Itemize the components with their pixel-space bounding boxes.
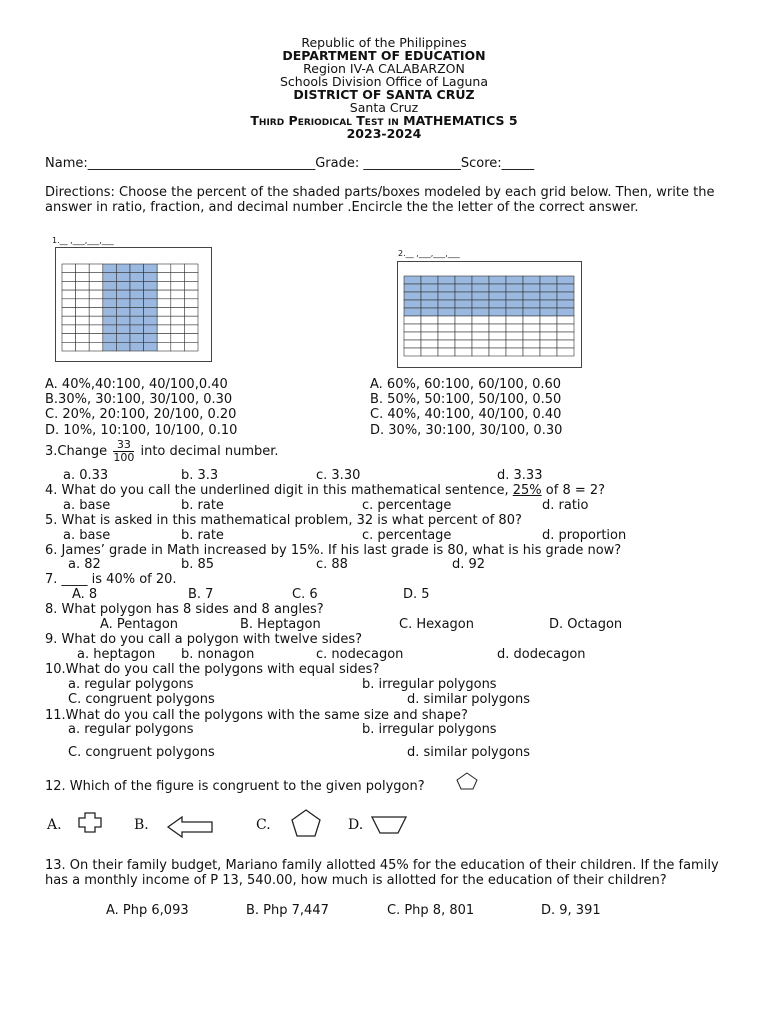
grid2-shaded-cell bbox=[404, 284, 421, 292]
grid1-cell bbox=[171, 325, 185, 334]
question-9: 9. What do you call a polygon with twelve sides? bbox=[45, 632, 363, 647]
q11-option-b[interactable]: b. irregular polygons bbox=[362, 722, 497, 737]
grid2-cell bbox=[506, 348, 523, 356]
grid1-cell bbox=[76, 264, 90, 273]
q6-option-a[interactable]: a. 82 bbox=[68, 557, 101, 572]
grid2-cell bbox=[421, 348, 438, 356]
grid1-cell bbox=[171, 290, 185, 299]
grid1-cell bbox=[89, 342, 103, 351]
grid1-cell bbox=[62, 316, 76, 325]
grid1-option-d[interactable]: D. 10%, 10:100, 10/100, 0.10 bbox=[45, 423, 238, 438]
grid1-cell bbox=[184, 334, 198, 343]
directions: Directions: Choose the percent of the shaded parts/boxes modeled by each grid below. Then, write the answer in ratio, fraction, and decimal number .Encircle the the letter of the correct answer. bbox=[45, 185, 715, 215]
question-7: 7. ____ is 40% of 20. bbox=[45, 572, 177, 587]
grid1-cell bbox=[76, 273, 90, 282]
grid1-cell bbox=[157, 342, 171, 351]
grid1-shaded-cell bbox=[116, 334, 130, 343]
grid2-shaded-cell bbox=[404, 308, 421, 316]
q4-text-before: 4. What do you call the underlined digit in this mathematical sentence, bbox=[45, 483, 513, 498]
grid1-shaded-cell bbox=[103, 290, 117, 299]
grid2-shaded-cell bbox=[489, 292, 506, 300]
grid1-cell bbox=[184, 316, 198, 325]
grid1-shaded-cell bbox=[130, 299, 144, 308]
grid1-shaded-cell bbox=[116, 264, 130, 273]
grid1-cell bbox=[89, 273, 103, 282]
q12-option-b-label[interactable]: B. bbox=[134, 817, 149, 833]
grid2-shaded-cell bbox=[421, 276, 438, 284]
grid1-shaded-cell bbox=[144, 342, 158, 351]
grid2-shaded-cell bbox=[472, 300, 489, 308]
q10-option-b[interactable]: b. irregular polygons bbox=[362, 677, 497, 692]
q8-option-b[interactable]: B. Heptagon bbox=[240, 617, 321, 632]
grid2-shaded-cell bbox=[421, 292, 438, 300]
grid2-cell bbox=[489, 340, 506, 348]
q3-denominator: 100 bbox=[113, 451, 135, 464]
grid1-cell bbox=[89, 316, 103, 325]
grid1-shaded-cell bbox=[116, 273, 130, 282]
grid2-cell bbox=[557, 340, 574, 348]
grid1-cell bbox=[76, 308, 90, 317]
test-title: Third Periodical Test in MATHEMATICS 5 bbox=[250, 113, 518, 128]
q4-text-after: of 8 = 2? bbox=[541, 483, 606, 498]
grid1-shaded-cell bbox=[116, 299, 130, 308]
grid1-cell bbox=[157, 299, 171, 308]
q7-option-b[interactable]: B. 7 bbox=[188, 587, 214, 602]
q9-option-d[interactable]: d. dodecagon bbox=[497, 647, 586, 662]
q13-option-b[interactable]: B. Php 7,447 bbox=[246, 903, 329, 918]
grid2-cell bbox=[455, 340, 472, 348]
q11-option-d[interactable]: d. similar polygons bbox=[407, 745, 530, 760]
grid1-cell bbox=[157, 325, 171, 334]
q8-option-c[interactable]: C. Hexagon bbox=[399, 617, 474, 632]
grid2-shaded-cell bbox=[438, 276, 455, 284]
grid1-cell bbox=[157, 334, 171, 343]
grid1-shaded-cell bbox=[103, 264, 117, 273]
grid2-shaded-cell bbox=[472, 308, 489, 316]
grid2-cell bbox=[540, 316, 557, 324]
name-grade-score-line: Name:___________________________________Grade: _______________Score:_____ bbox=[45, 156, 535, 171]
grid1-shaded-cell bbox=[130, 273, 144, 282]
grid2-cell bbox=[455, 348, 472, 356]
grid1-shaded-cell bbox=[130, 308, 144, 317]
grid1-cell bbox=[171, 342, 185, 351]
grid1-cell bbox=[171, 281, 185, 290]
grid2-shaded-cell bbox=[438, 284, 455, 292]
grid2-cell bbox=[438, 316, 455, 324]
grid2-cell bbox=[523, 316, 540, 324]
grid2-cell bbox=[557, 316, 574, 324]
grid1-shaded-cell bbox=[144, 290, 158, 299]
grid1-shaded-cell bbox=[116, 308, 130, 317]
q4-option-d[interactable]: d. ratio bbox=[542, 498, 589, 513]
grid2-shaded-cell bbox=[523, 276, 540, 284]
grid1-shaded-cell bbox=[116, 325, 130, 334]
plus-shape-icon[interactable] bbox=[76, 811, 104, 835]
q5-option-b[interactable]: b. rate bbox=[181, 528, 224, 543]
question-5: 5. What is asked in this mathematical problem, 32 is what percent of 80? bbox=[45, 513, 522, 528]
grid2-option-a[interactable]: A. 60%, 60:100, 60/100, 0.60 bbox=[370, 377, 562, 392]
grid2-shaded-cell bbox=[540, 300, 557, 308]
grid2-cell bbox=[472, 316, 489, 324]
grid1-shaded-cell bbox=[130, 264, 144, 273]
grid2-cell bbox=[489, 332, 506, 340]
grid2-cell bbox=[472, 340, 489, 348]
question-11: 11.What do you call the polygons with the same size and shape? bbox=[45, 708, 468, 723]
grid2-shaded-cell bbox=[523, 300, 540, 308]
q4-option-b[interactable]: b. rate bbox=[181, 498, 224, 513]
grid2-cell bbox=[472, 332, 489, 340]
grid2-cell bbox=[472, 324, 489, 332]
grid2-shaded-cell bbox=[455, 276, 472, 284]
q8-option-a[interactable]: A. Pentagon bbox=[100, 617, 179, 632]
grid2-cell bbox=[438, 324, 455, 332]
grid1-answer-blanks: 1.__ ,___,___,___ bbox=[52, 236, 114, 245]
q10-option-a[interactable]: a. regular polygons bbox=[68, 677, 194, 692]
grid1-cell bbox=[62, 290, 76, 299]
q11-option-c[interactable]: C. congruent polygons bbox=[68, 745, 215, 760]
grid1-shaded-cell bbox=[103, 299, 117, 308]
grid2-cell bbox=[540, 340, 557, 348]
grid2-cell bbox=[540, 332, 557, 340]
grid1-shaded-cell bbox=[144, 308, 158, 317]
grid1-cell bbox=[184, 264, 198, 273]
grid2-shaded-cell bbox=[540, 308, 557, 316]
q12-option-a-label[interactable]: A. bbox=[47, 817, 62, 833]
grid2-cell bbox=[421, 316, 438, 324]
grid1-cell bbox=[184, 299, 198, 308]
q8-option-d[interactable]: D. Octagon bbox=[549, 617, 623, 632]
q6-option-d[interactable]: d. 92 bbox=[452, 557, 486, 572]
q5-option-a[interactable]: a. base bbox=[63, 528, 111, 543]
q7-option-a[interactable]: A. 8 bbox=[72, 587, 98, 602]
q7-option-d[interactable]: D. 5 bbox=[403, 587, 430, 602]
grid1-shaded-cell bbox=[103, 281, 117, 290]
grid2-option-b[interactable]: B. 50%, 50:100, 50/100, 0.50 bbox=[370, 392, 562, 407]
grid2-cell bbox=[404, 324, 421, 332]
header-district: DISTRICT OF SANTA CRUZ bbox=[293, 87, 475, 102]
trapezoid-shape-icon[interactable] bbox=[370, 814, 408, 836]
given-pentagon-icon bbox=[455, 771, 479, 791]
q3-fraction bbox=[113, 439, 134, 464]
grid2-shaded-cell bbox=[557, 308, 574, 316]
grid2-cell bbox=[523, 348, 540, 356]
grid1-cell bbox=[171, 334, 185, 343]
q12-option-d-label[interactable]: D. bbox=[348, 817, 364, 833]
q3-numerator: 33 bbox=[113, 439, 134, 452]
grid1-cell bbox=[76, 299, 90, 308]
header-town: Santa Cruz bbox=[349, 100, 419, 115]
grid2-cell bbox=[404, 332, 421, 340]
grid2-shaded-cell bbox=[421, 284, 438, 292]
grid1-shaded-cell bbox=[130, 342, 144, 351]
grid1-cell bbox=[62, 325, 76, 334]
grid2-cell bbox=[506, 324, 523, 332]
grid1-shaded-cell bbox=[144, 281, 158, 290]
grid1-shaded-cell bbox=[103, 325, 117, 334]
grid2-cell bbox=[523, 332, 540, 340]
grid1-shaded-cell bbox=[103, 273, 117, 282]
grid1-shaded-cell bbox=[144, 316, 158, 325]
grid2-shaded-cell bbox=[523, 292, 540, 300]
question-10: 10.What do you call the polygons with equal sides? bbox=[45, 662, 380, 677]
grid1-cell bbox=[157, 273, 171, 282]
grid2-shaded-cell bbox=[404, 292, 421, 300]
grid1-cell bbox=[62, 281, 76, 290]
grid1-cell bbox=[76, 334, 90, 343]
grid1-cell bbox=[62, 299, 76, 308]
grid1-shaded-cell bbox=[144, 264, 158, 273]
grid1-shaded-cell bbox=[130, 316, 144, 325]
grid2-cell bbox=[506, 340, 523, 348]
grid1-shaded-cell bbox=[144, 299, 158, 308]
grid2-cell bbox=[455, 324, 472, 332]
grid1-cell bbox=[76, 290, 90, 299]
grid2-shaded-cell bbox=[455, 284, 472, 292]
grid2-cell bbox=[404, 340, 421, 348]
grid1-shaded-cell bbox=[130, 281, 144, 290]
question-6: 6. James’ grade in Math increased by 15%. If his last grade is 80, what is his grade now? bbox=[45, 543, 622, 558]
grid2-cell bbox=[404, 316, 421, 324]
grid1-cell bbox=[157, 290, 171, 299]
arrow-shape-icon[interactable] bbox=[166, 815, 216, 839]
grid1-cell bbox=[89, 264, 103, 273]
grid2-figure bbox=[397, 261, 582, 368]
header-region: Region IV-A CALABARZON bbox=[303, 61, 465, 76]
grid2-cell bbox=[506, 316, 523, 324]
grid1-cell bbox=[76, 325, 90, 334]
q13-option-d[interactable]: D. 9, 391 bbox=[541, 903, 601, 918]
grid2-shaded-cell bbox=[557, 276, 574, 284]
grid1-shaded-cell bbox=[116, 281, 130, 290]
question-8: 8. What polygon has 8 sides and 8 angles? bbox=[45, 602, 324, 617]
grid2-cell bbox=[540, 348, 557, 356]
grid2-shaded-cell bbox=[506, 300, 523, 308]
question-13: 13. On their family budget, Mariano family allotted 45% for the education of their children. If the family has a monthly income of P 13, 540.00, how much is allotted for the education of their children? bbox=[45, 858, 719, 888]
grid1-cell bbox=[171, 273, 185, 282]
grid2-shaded-cell bbox=[438, 300, 455, 308]
grid1-cell bbox=[171, 264, 185, 273]
grid2-shaded-cell bbox=[523, 284, 540, 292]
grid2-cell bbox=[557, 332, 574, 340]
grid2-cell bbox=[489, 324, 506, 332]
grid2-shaded-cell bbox=[506, 292, 523, 300]
grid1-cell bbox=[62, 264, 76, 273]
grid2-cell bbox=[438, 340, 455, 348]
grid1-cell bbox=[89, 308, 103, 317]
q10-option-c[interactable]: C. congruent polygons bbox=[68, 692, 215, 707]
grid2-shaded-cell bbox=[540, 292, 557, 300]
q6-option-c[interactable]: c. 88 bbox=[316, 557, 348, 572]
q3-option-d[interactable]: d. 3.33 bbox=[497, 468, 543, 483]
q6-option-b[interactable]: b. 85 bbox=[181, 557, 215, 572]
grid1-figure bbox=[55, 247, 212, 362]
grid1-shaded-cell bbox=[130, 334, 144, 343]
grid1-cell bbox=[76, 281, 90, 290]
grid1-cell bbox=[184, 273, 198, 282]
grid1-cell bbox=[171, 299, 185, 308]
grid2-cell bbox=[421, 340, 438, 348]
grid1-shaded-cell bbox=[130, 290, 144, 299]
grid1-option-c[interactable]: C. 20%, 20:100, 20/100, 0.20 bbox=[45, 407, 237, 422]
grid2-shaded-cell bbox=[421, 308, 438, 316]
grid1-option-b[interactable]: B.30%, 30:100, 30/100, 0.30 bbox=[45, 392, 233, 407]
q3-option-a[interactable]: a. 0.33 bbox=[63, 468, 109, 483]
grid2-cell bbox=[438, 348, 455, 356]
grid2-cell bbox=[557, 324, 574, 332]
grid1-shaded-cell bbox=[103, 334, 117, 343]
grid1-cell bbox=[62, 308, 76, 317]
grid2-cell bbox=[455, 332, 472, 340]
grid1-shaded-cell bbox=[144, 273, 158, 282]
grid1-cell bbox=[184, 308, 198, 317]
grid2-shaded-cell bbox=[489, 300, 506, 308]
header-division: Schools Division Office of Laguna bbox=[279, 74, 489, 89]
grid2-shaded-cell bbox=[540, 276, 557, 284]
grid2-shaded-cell bbox=[506, 276, 523, 284]
grid2-shaded-cell bbox=[438, 308, 455, 316]
grid1-shaded-cell bbox=[116, 290, 130, 299]
grid2-cell bbox=[455, 316, 472, 324]
grid2-shaded-cell bbox=[455, 308, 472, 316]
grid1-cell bbox=[157, 281, 171, 290]
grid2-shaded-cell bbox=[557, 292, 574, 300]
grid1-shaded-cell bbox=[103, 316, 117, 325]
q9-option-a[interactable]: a. heptagon bbox=[77, 647, 156, 662]
grid2-cell bbox=[404, 348, 421, 356]
q11-option-a[interactable]: a. regular polygons bbox=[68, 722, 194, 737]
q10-option-d[interactable]: d. similar polygons bbox=[407, 692, 530, 707]
grid1-cell bbox=[184, 281, 198, 290]
grid2-shaded-cell bbox=[557, 284, 574, 292]
grid2-answer-blanks: 2.__ ,___,___,___ bbox=[398, 249, 460, 258]
grid2-shaded-cell bbox=[455, 292, 472, 300]
grid1-cell bbox=[89, 290, 103, 299]
grid1-cell bbox=[171, 308, 185, 317]
q13-option-a[interactable]: A. Php 6,093 bbox=[106, 903, 189, 918]
grid2-shaded-cell bbox=[489, 276, 506, 284]
grid1-cell bbox=[157, 316, 171, 325]
grid2-shaded-cell bbox=[472, 276, 489, 284]
grid1-shaded-cell bbox=[103, 342, 117, 351]
grid1-cell bbox=[184, 342, 198, 351]
grid2-shaded-cell bbox=[472, 284, 489, 292]
grid1-cell bbox=[89, 334, 103, 343]
q3-option-b[interactable]: b. 3.3 bbox=[181, 468, 219, 483]
grid1-option-a[interactable]: A. 40%,40:100, 40/100,0.40 bbox=[45, 377, 228, 392]
grid2-shaded-cell bbox=[421, 300, 438, 308]
grid1-cell bbox=[157, 308, 171, 317]
grid2-cell bbox=[523, 340, 540, 348]
grid1-cell bbox=[171, 316, 185, 325]
grid2-cell bbox=[421, 324, 438, 332]
q4-option-a[interactable]: a. base bbox=[63, 498, 111, 513]
header-republic: Republic of the Philippines bbox=[301, 35, 467, 50]
grid2-shaded-cell bbox=[489, 284, 506, 292]
grid1-shaded-cell bbox=[144, 334, 158, 343]
grid2-cell bbox=[472, 348, 489, 356]
grid2-option-c[interactable]: C. 40%, 40:100, 40/100, 0.40 bbox=[370, 407, 562, 422]
q3-option-c[interactable]: c. 3.30 bbox=[316, 468, 361, 483]
grid2-cell bbox=[438, 332, 455, 340]
grid2-cell bbox=[540, 324, 557, 332]
grid2-option-d[interactable]: D. 30%, 30:100, 30/100, 0.30 bbox=[370, 423, 563, 438]
q3-suffix: into decimal number. bbox=[140, 444, 279, 459]
grid1-cell bbox=[157, 264, 171, 273]
grid1-cell bbox=[62, 334, 76, 343]
grid1-cell bbox=[76, 316, 90, 325]
grid2-shaded-cell bbox=[523, 308, 540, 316]
q3-prefix: 3.Change bbox=[45, 444, 108, 459]
grid1-cell bbox=[76, 342, 90, 351]
grid1-cell bbox=[62, 342, 76, 351]
grid2-cell bbox=[489, 316, 506, 324]
grid1-cell bbox=[184, 325, 198, 334]
grid2-cell bbox=[489, 348, 506, 356]
grid1-cell bbox=[184, 290, 198, 299]
q5-option-d[interactable]: d. proportion bbox=[542, 528, 627, 543]
header-department: DEPARTMENT OF EDUCATION bbox=[282, 48, 486, 63]
question-4 bbox=[45, 483, 605, 498]
question-3 bbox=[45, 439, 279, 465]
grid1-shaded-cell bbox=[116, 316, 130, 325]
grid2-shaded-cell bbox=[489, 308, 506, 316]
grid2-shaded-cell bbox=[506, 308, 523, 316]
q12-option-c-label[interactable]: C. bbox=[256, 817, 271, 833]
grid1-shaded-cell bbox=[103, 308, 117, 317]
grid2-shaded-cell bbox=[404, 300, 421, 308]
grid1-cell bbox=[62, 273, 76, 282]
grid2-cell bbox=[557, 348, 574, 356]
grid2-shaded-cell bbox=[438, 292, 455, 300]
q9-option-b[interactable]: b. nonagon bbox=[181, 647, 255, 662]
grid1-cell bbox=[89, 325, 103, 334]
grid1-shaded-cell bbox=[130, 325, 144, 334]
grid2-shaded-cell bbox=[557, 300, 574, 308]
q13-option-c[interactable]: C. Php 8, 801 bbox=[387, 903, 475, 918]
school-year: 2023-2024 bbox=[346, 126, 422, 141]
grid2-shaded-cell bbox=[506, 284, 523, 292]
grid1-cell bbox=[89, 299, 103, 308]
grid1-shaded-cell bbox=[144, 325, 158, 334]
q5-option-c[interactable]: c. percentage bbox=[362, 528, 452, 543]
q4-underlined: 25% bbox=[512, 483, 542, 498]
q4-option-c[interactable]: c. percentage bbox=[362, 498, 452, 513]
grid2-cell bbox=[506, 332, 523, 340]
grid2-shaded-cell bbox=[540, 284, 557, 292]
q7-option-c[interactable]: C. 6 bbox=[292, 587, 318, 602]
grid2-cell bbox=[421, 332, 438, 340]
q9-option-c[interactable]: c. nodecagon bbox=[316, 647, 404, 662]
grid2-cell bbox=[523, 324, 540, 332]
grid2-shaded-cell bbox=[404, 276, 421, 284]
question-12: 12. Which of the figure is congruent to the given polygon? bbox=[45, 779, 425, 794]
grid2-shaded-cell bbox=[455, 300, 472, 308]
grid1-cell bbox=[89, 281, 103, 290]
pentagon-shape-icon[interactable] bbox=[289, 808, 323, 838]
grid2-shaded-cell bbox=[472, 292, 489, 300]
grid1-shaded-cell bbox=[116, 342, 130, 351]
